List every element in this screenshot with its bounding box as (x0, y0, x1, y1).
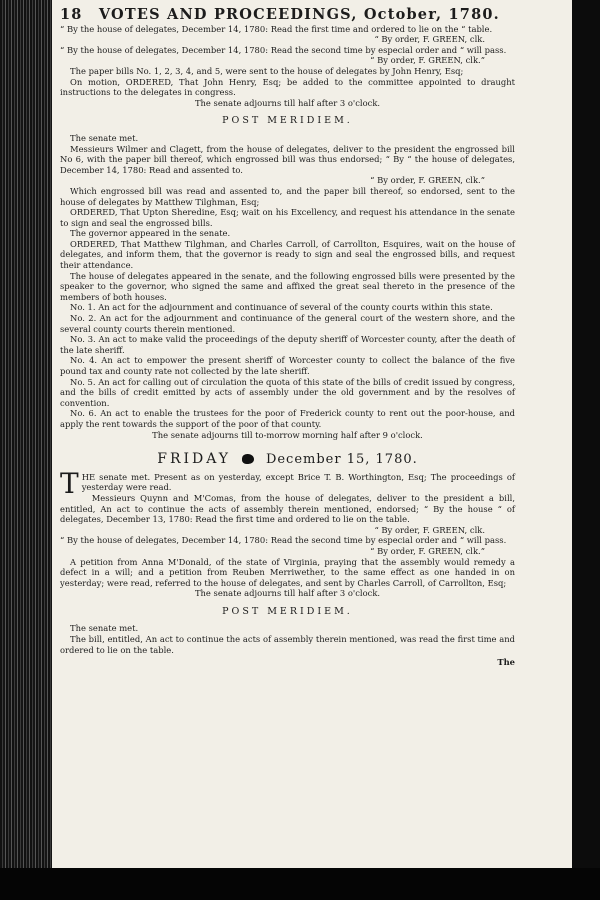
paragraph: No. 6. An act to enable the trustees for the poor of Frederick county to rent out the poor-house, and apply the rent towards the support of the poor of that county. (60, 408, 515, 429)
paragraph: “ By the house of delegates, December 14, 1780: Read the second time by especial order and “ will pass. (60, 44, 507, 55)
paragraph: No. 5. An act for calling out of circulation the quota of this state of the bills of credit issued by congress, and the bills of credit emitted by acts of assembly under the old government and by the resolves of convention. (60, 376, 515, 408)
paragraph: No. 2. An act for the adjournment and continuance of the general court of the western shore, and the several county courts therein mentioned. (60, 313, 515, 334)
paragraph: No. 1. An act for the adjournment and continuance of several of the county courts within this state. (70, 302, 493, 313)
clerk-signature: “ By order, F. GREEN, clk. (374, 34, 485, 45)
paragraph: No. 3. An act to make valid the proceedings of the deputy sheriff of Worcester county, after the death of the late sheriff. (60, 334, 515, 355)
paragraph: “ By the house of delegates, December 14, 1780: Read the first time and ordered to lie on the “ table. (60, 23, 493, 34)
paragraph: Messieurs Wilmer and Clagett, from the house of delegates, deliver to the president the engrossed bill No 6, with the paper bill thereof, which engrossed bill was thus endorsed; “ By “ the house of delegates, December 14, 1780: Read and assented to. (60, 143, 515, 175)
catchword: The (497, 657, 515, 668)
paragraph: ORDERED, That Upton Sheredine, Esq; wait on his Excellency, and request his attendance in the senate to sign and seal the engrossed bills. (60, 207, 515, 228)
text-blocks-morning (60, 24, 515, 441)
adjournment-line: The senate adjourns till to-morrow morning half after 9 o'clock. (152, 429, 423, 440)
paragraph: On motion, ORDERED, That John Henry, Esq; be added to the committee appointed to draught instructions to the delegates in congress. (60, 76, 515, 98)
paragraph: The bill, entitled, An act to continue the acts of assembly therein mentioned, was read the first time and ordered to lie on the table. (60, 634, 515, 655)
adjournment-line: The senate adjourns till half after 3 o'clock. (194, 588, 381, 599)
paragraph: The senate met. (70, 623, 139, 634)
section-heading: POST MERIDIEM. (222, 605, 353, 617)
right-margin-shadow (572, 0, 600, 868)
bottom-shadow (0, 868, 600, 900)
paragraph: The senate met. (70, 132, 139, 143)
clerk-signature: “ By order, F. GREEN, clk. (374, 524, 485, 535)
section-heading: POST MERIDIEM. (222, 115, 353, 127)
page-number: 18 (60, 6, 83, 23)
paragraph: A petition from Anna M'Donald, of the state of Virginia, praying that the assembly would remedy a defect in a will; and a petition from Reuben Merriwether, to the same effect as one handed in on yesterday; were read, referred to the house of delegates, and sent by Charles Carroll, of Carrollton, Esq; (60, 556, 515, 588)
clerk-signature: “ By order, F. GREEN, clk.” (370, 545, 485, 556)
paragraph: “ By the house of delegates, December 14, 1780: Read the second time by especial order and “ will pass. (60, 535, 507, 546)
paragraph: No. 4. An act to empower the present sheriff of Worcester county to collect the balance of the five pound tax and county rate not collected by the late sheriff. (60, 355, 515, 376)
paragraph: The paper bills No. 1, 2, 3, 4, and 5, were sent to the house of delegates by John Henry, Esq; (70, 65, 464, 76)
day-name: FRIDAY (157, 451, 232, 468)
book-gutter (0, 0, 52, 900)
adjournment-line: The senate adjourns till half after 3 o'clock. (194, 97, 381, 108)
friday-opening-paragraph (60, 466, 515, 500)
clerk-signature: “ By order, F. GREEN, clk.” (370, 175, 485, 186)
page-content (60, 6, 515, 668)
clerk-signature: “ By order, F. GREEN, clk.” (370, 55, 485, 66)
running-header (60, 6, 515, 23)
paragraph: The governor appeared in the senate. (70, 228, 231, 239)
ink-blot (242, 454, 254, 464)
page-title: VOTES AND PROCEEDINGS, October, 1780. (98, 6, 500, 23)
paragraph: The house of delegates appeared in the senate, and the following engrossed bills were presented by the speaker to the governor, who signed the same and affixed the great seal thereto in the presence of the members of both houses. (60, 270, 515, 302)
text-blocks-friday (60, 493, 515, 655)
paragraph: ORDERED, That Matthew Tilghman, and Charles Carroll, of Carrollton, Esquires, wait on the house of delegates, and inform them, that the governor is ready to sign and seal the engrossed bills, and request their attendance. (60, 238, 515, 271)
drop-cap: T (60, 466, 79, 500)
paragraph: Messieurs Quynn and M'Comas, from the house of delegates, deliver to the president a bill, entitled, An act to continue the acts of assembly therein mentioned, endorsed; “ By the house “ of delegates, December 13, 1780: Read the first time and ordered to lie on the table. (60, 492, 515, 525)
day-heading (60, 451, 515, 468)
day-date: December 15, 1780. (265, 452, 418, 468)
paragraph: Which engrossed bill was read and assented to, and the paper bill thereof, so endorsed, sent to the house of delegates by Matthew Tilghman, Esq; (60, 185, 515, 207)
friday-opening-text: HE senate met. Present as on yesterday, except Brice T. B. Worthington, Esq; The proceedings of yesterday were read. (81, 471, 515, 493)
